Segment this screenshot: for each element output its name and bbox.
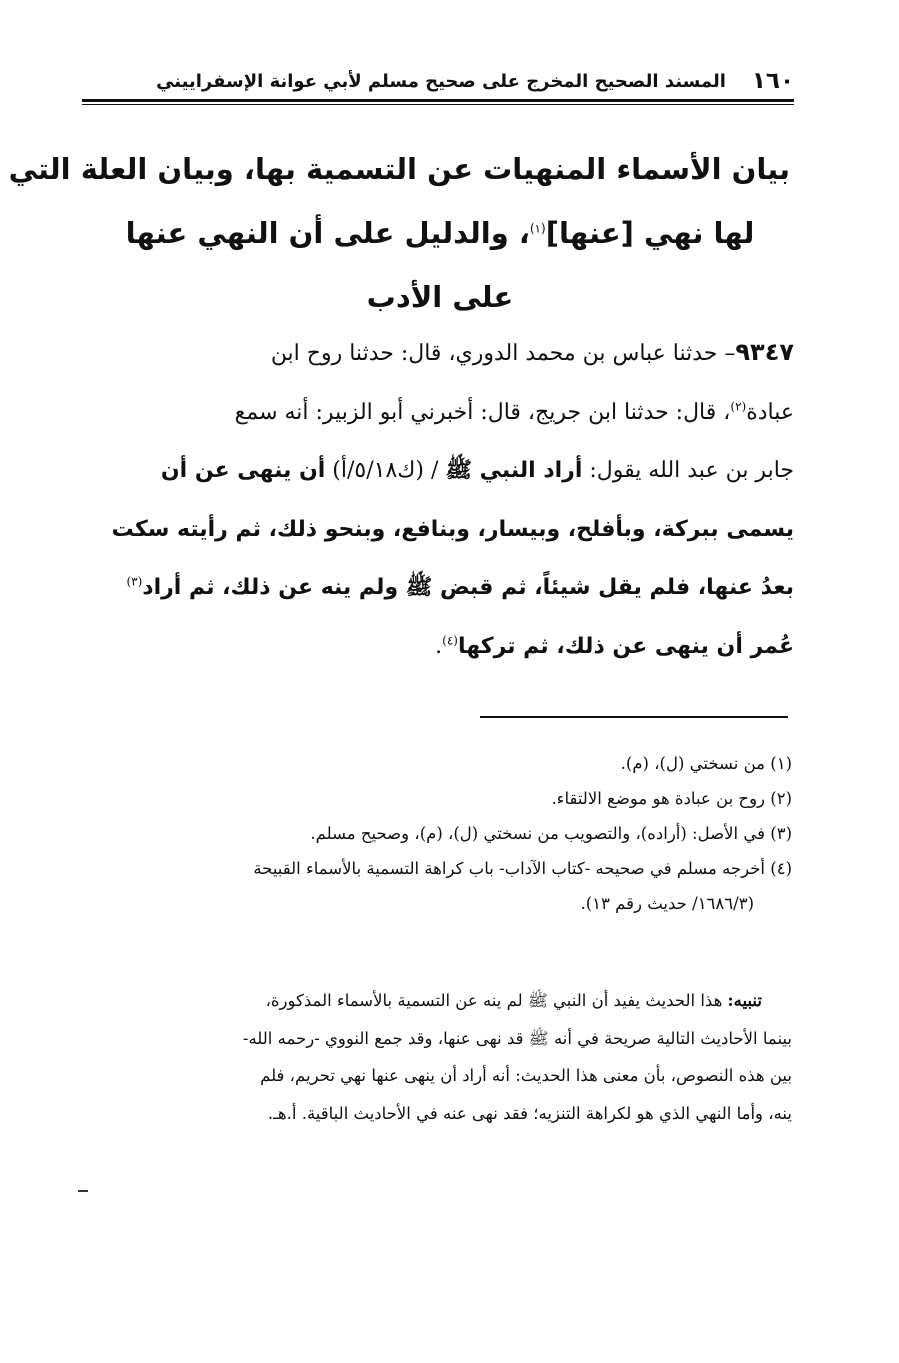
hadith-matn-text: بعدُ عنها، فلم يقل شيئاً، ثم قبض ﷺ ولم ينه عن ذلك، ثم أراد <box>142 575 794 600</box>
footnote-4-continued: (١٦٨٦/٣/ حديث رقم ١٣). <box>580 894 754 913</box>
hadith-line <box>74 442 794 501</box>
running-header-title: المسند الصحيح المخرج على صحيح مسلم لأبي عوانة الإسفراييني <box>156 70 726 92</box>
hadith-matn-text: أراد النبي ﷺ <box>445 458 583 483</box>
chapter-heading <box>8 137 790 329</box>
hadith-line-text: – حدثنا عباس بن محمد الدوري، قال: حدثنا روح ابن <box>270 341 736 366</box>
note-line: بينما الأحاديث التالية صريحة في أنه ﷺ قد نهى عنها، وقد جمع النووي -رحمه الله- <box>242 1028 792 1048</box>
footnote-2: (٢) روح بن عبادة هو موضع الالتقاء. <box>551 789 792 808</box>
hadith-line <box>74 323 794 384</box>
hadith-line-text: جابر بن عبد الله يقول: <box>582 458 794 483</box>
footnote-4: (٤) أخرجه مسلم في صحيحه -كتاب الآداب- باب كراهة التسمية بالأسماء القبيحة <box>253 859 792 878</box>
hadith-matn-line: يسمى ببركة، وبأفلح، وبيسار، وبنافع، وبنحو ذلك، ثم رأيته سكت <box>111 516 794 542</box>
chapter-heading-text: لها نهي [عنها] <box>545 216 755 250</box>
footnote-reference: (١) <box>529 221 546 236</box>
footnote-separator <box>480 716 788 718</box>
chapter-heading-line-2 <box>90 201 790 265</box>
running-header <box>82 64 794 98</box>
print-mark <box>78 1190 88 1192</box>
header-rule-thin <box>82 104 794 105</box>
hadith-line <box>74 384 794 443</box>
hadith-text <box>74 323 794 676</box>
note-line: بين هذه النصوص، بأن معنى هذا الحديث: أنه أراد أن ينهى عنها نهي تحريم، فلم <box>260 1066 792 1085</box>
hadith-line-text: ، قال: حدثنا ابن جريج، قال: أخبرني أبو الزبير: أنه سمع <box>234 399 731 425</box>
hadith-line-text: . <box>435 633 443 659</box>
note-line: ينه، وأما النهي الذي هو لكراهة التنزيه؛ فقد نهى عنه في الأحاديث الباقية. أ.هـ. <box>267 1103 792 1123</box>
chapter-heading-line-1: بيان الأسماء المنهيات عن التسمية بها، وبيان العلة التي <box>8 152 790 186</box>
editorial-note <box>80 982 792 1132</box>
footnote-reference: (٣) <box>126 574 143 589</box>
hadith-matn-text: أن ينهى عن أن <box>160 458 326 483</box>
page-number: ١٦٠ <box>751 68 794 94</box>
note-label: تنبيه: <box>727 991 762 1010</box>
footnote-1: (١) من نسختي (ل)، (م). <box>620 754 792 773</box>
hadith-line-text: عبادة <box>746 399 794 425</box>
manuscript-folio-marker: / (ك٥/١٨/أ) <box>325 458 446 483</box>
note-line <box>80 982 792 1020</box>
hadith-number: ٩٣٤٧ <box>735 338 794 366</box>
header-rule <box>82 99 794 102</box>
footnote-reference: (٢) <box>730 399 747 414</box>
footnotes <box>80 746 792 921</box>
hadith-matn-line <box>74 559 794 618</box>
hadith-matn-line <box>74 618 794 677</box>
footnote-3: (٣) في الأصل: (أراده)، والتصويب من نسختي (ل)، (م)، وصحيح مسلم. <box>310 824 792 843</box>
chapter-heading-text: ، والدليل على أن النهي عنها <box>125 216 530 250</box>
chapter-heading-line-3: على الأدب <box>366 280 514 314</box>
hadith-matn-text: عُمر أن ينهى عن ذلك، ثم تركها <box>457 633 794 659</box>
footnote-reference: (٤) <box>442 633 458 648</box>
note-text: هذا الحديث يفيد أن النبي ﷺ لم ينه عن التسمية بالأسماء المذكورة، <box>265 991 728 1010</box>
